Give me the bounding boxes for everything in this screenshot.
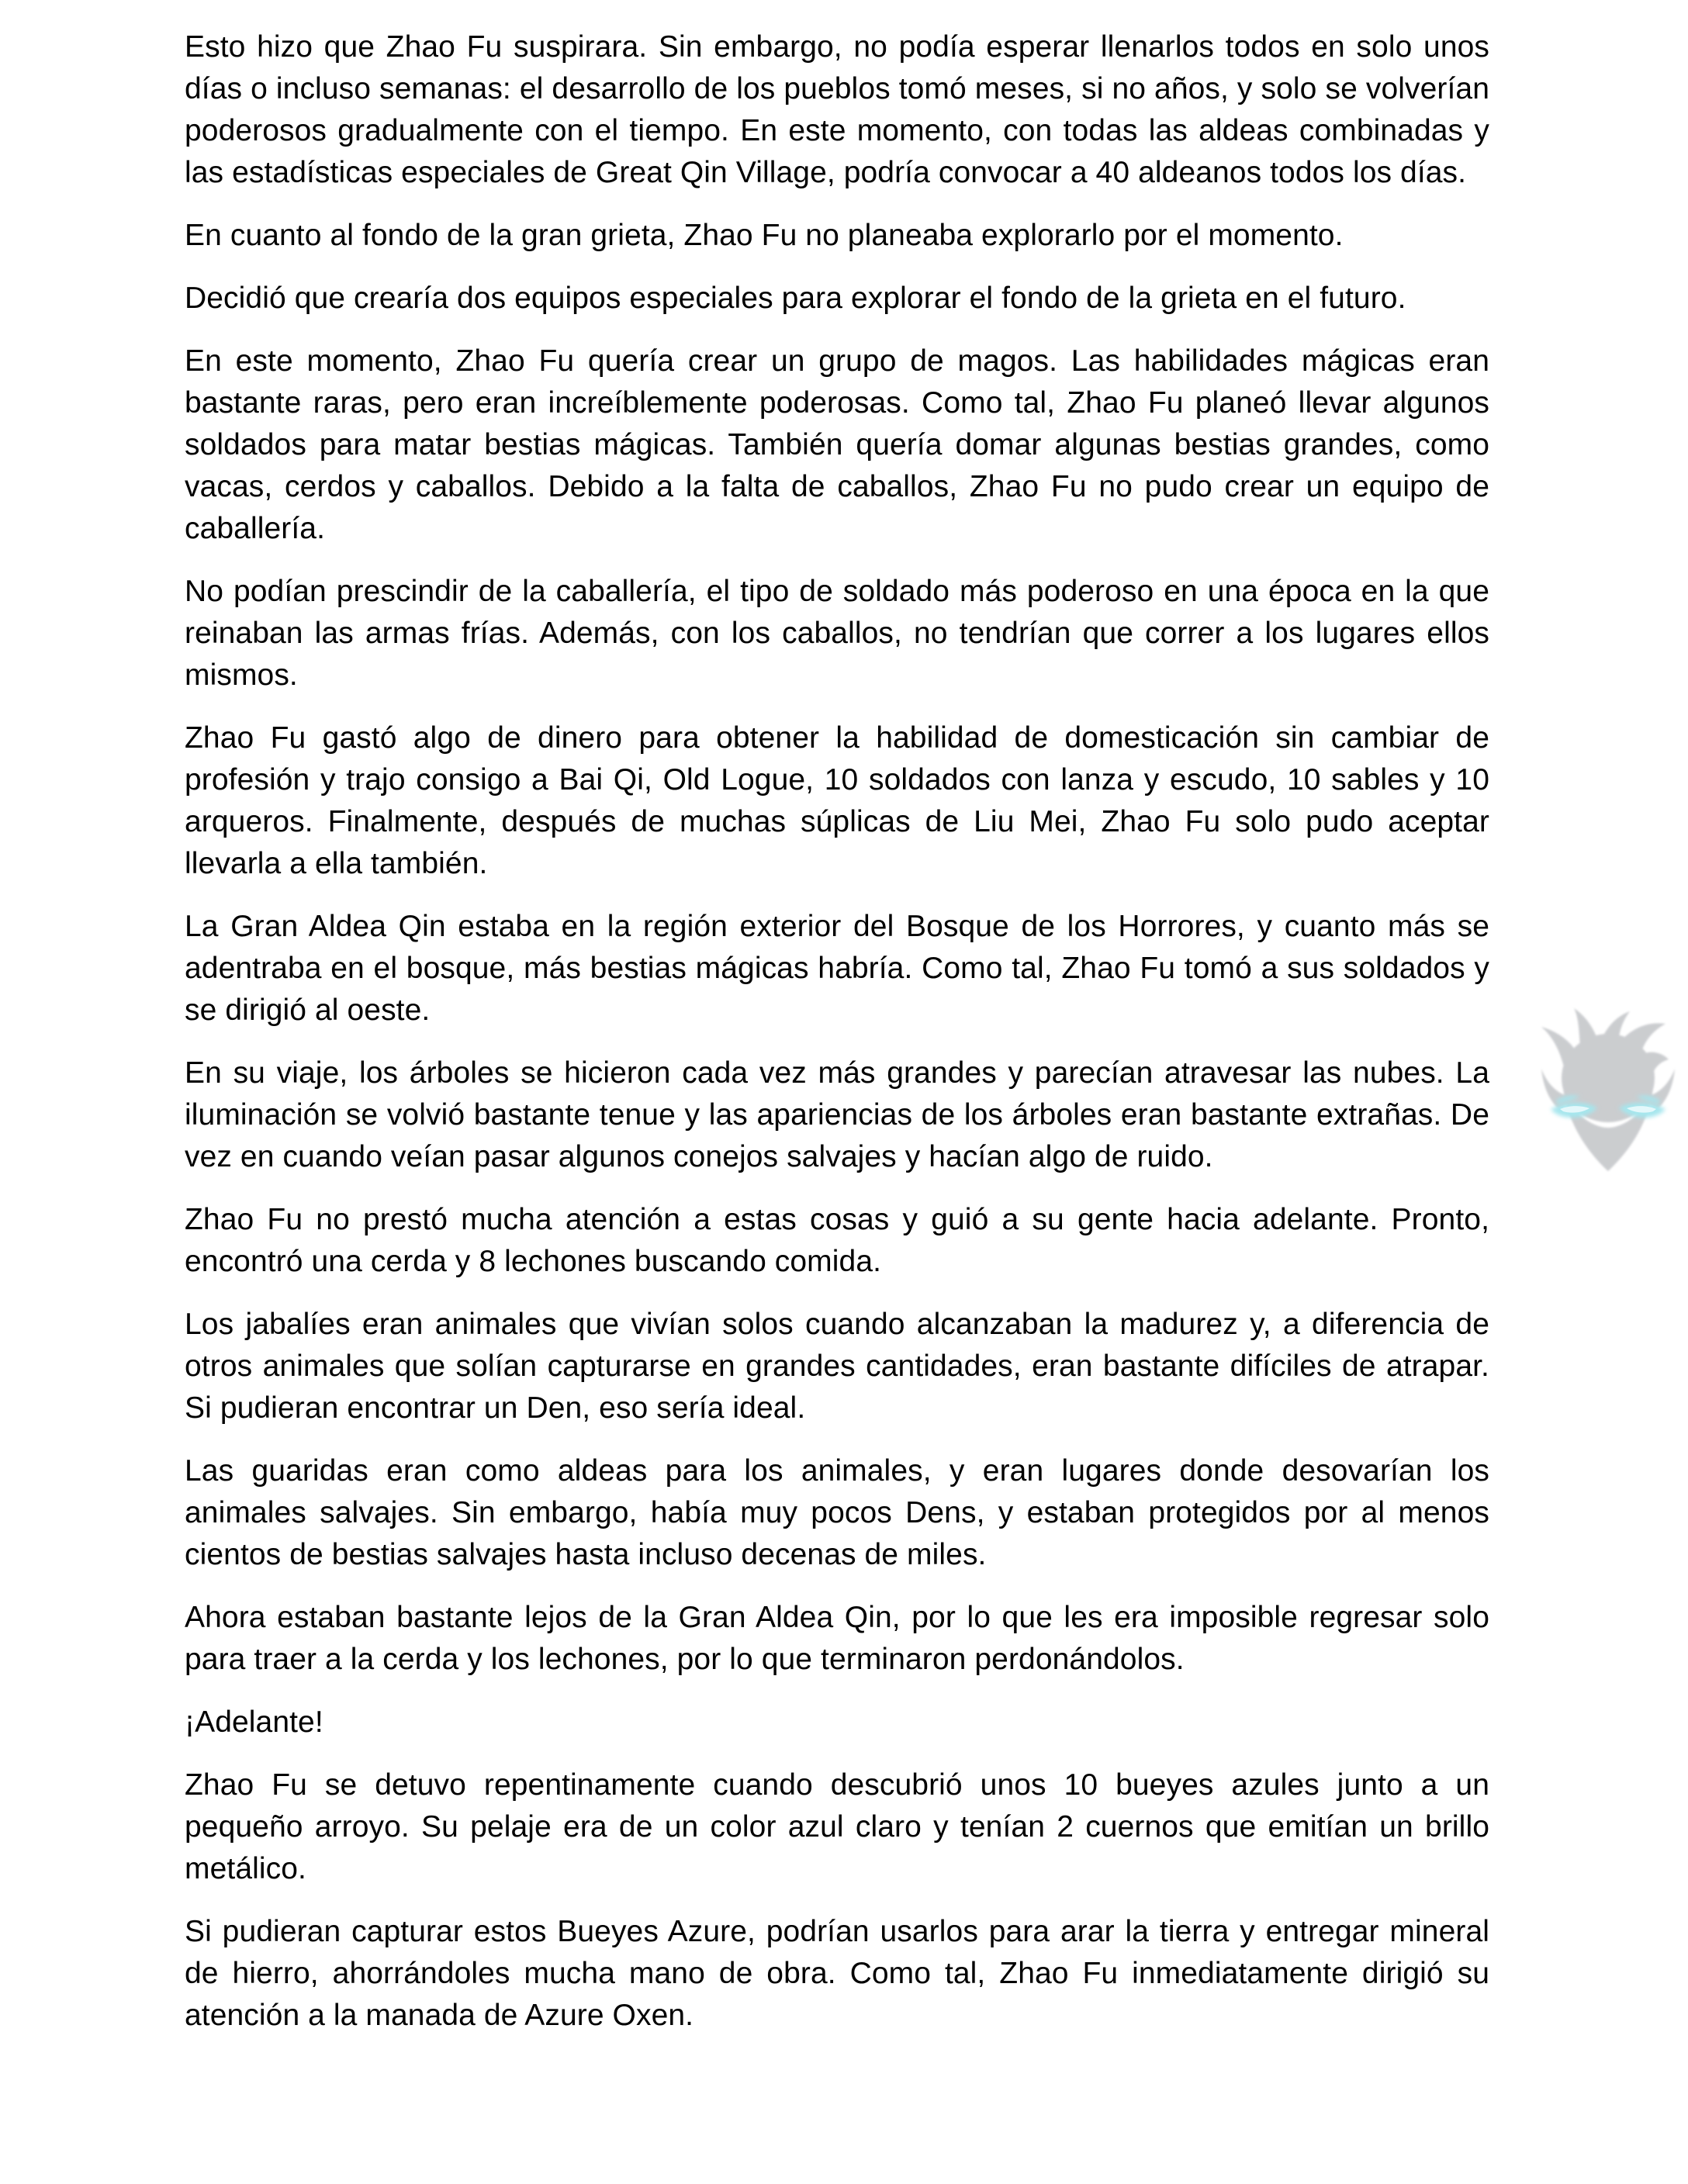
paragraph: Si pudieran capturar estos Bueyes Azure, podrían usarlos para arar la tierra y entregar mineral de hierro, ahorrándoles mucha mano de obra. Como tal, Zhao Fu inmediatamente dirigió su atención a la manada de Azure Oxen. (185, 1915, 1489, 2032)
demon-eye-right-core (1627, 1106, 1656, 1113)
demon-eye-left-core (1560, 1106, 1589, 1113)
demon-eye-left (1551, 1103, 1597, 1118)
paragraph: Zhao Fu se detuvo repentinamente cuando descubrió unos 10 bueyes azules junto a un pequeño arroyo. Su pelaje era de un color azul claro y tenían 2 cuernos que emitían un brillo metálico. (185, 1768, 1489, 1885)
demon-head-icon (1540, 1005, 1679, 1176)
paragraph: Las guaridas eran como aldeas para los animales, y eran lugares donde desovarían los animales salvajes. Sin embargo, había muy pocos Dens, y estaban protegidos por al menos cientos de bestias salvajes hasta incluso decenas de miles. (185, 1454, 1489, 1571)
demon-eyes-glow (1551, 1096, 1666, 1118)
paragraph: En su viaje, los árboles se hicieron cada vez más grandes y parecían atravesar las nubes. La iluminación se volvió bastante tenue y las apariencias de los árboles eran bastante extrañas. De vez en cuando veían pasar algunos conejos salvajes y hacían algo de ruido. (185, 1056, 1489, 1173)
demon-hair-left-spike (1541, 1027, 1580, 1073)
demon-horn-left (1541, 1069, 1568, 1109)
paragraph: Los jabalíes eran animales que vivían solos cuando alcanzaban la madurez y, a diferencia de otros animales que solían capturarse en grandes cantidades, eran bastante difíciles de atrapar. Si pudieran encontrar un Den, eso sería ideal. (185, 1308, 1489, 1425)
paragraph: Esto hizo que Zhao Fu suspirara. Sin embargo, no podía esperar llenarlos todos en solo unos días o incluso semanas: el desarrollo de los pueblos tomó meses, si no años, y solo se volverían poderosos gradualmente con el tiempo. En este momento, con todas las aldeas combinadas y las estadísticas especiales de Great Qin Village, podría convocar a 40 aldeanos todos los días. (185, 30, 1489, 189)
demon-jaw (1563, 1089, 1653, 1171)
paragraph: No podían prescindir de la caballería, el tipo de soldado más poderoso en una época en la que reinaban las armas frías. Además, con los caballos, no tendrían que correr a los lugares ellos mismos. (185, 575, 1489, 692)
demon-hair-tall-spike (1574, 1008, 1602, 1064)
paragraph: Decidió que crearía dos equipos especiales para explorar el fondo de la grieta en el futuro. (185, 282, 1406, 315)
paragraph: Zhao Fu no prestó mucha atención a estas cosas y guió a su gente hacia adelante. Pronto, encontró una cerda y 8 lechones buscando comida. (185, 1203, 1489, 1278)
paragraph: Ahora estaban bastante lejos de la Gran Aldea Qin, por lo que les era imposible regresar solo para traer a la cerda y los lechones, por lo que terminaron perdonándolos. (185, 1601, 1489, 1676)
demon-eye-left-flame (1555, 1096, 1580, 1104)
demon-hair-center-tuft (1597, 1011, 1630, 1052)
demon-eye-right-flame (1636, 1096, 1661, 1104)
demon-eye-right (1619, 1103, 1666, 1118)
paragraph: La Gran Aldea Qin estaba en la región exterior del Bosque de los Horrores, y cuanto más se adentraba en el bosque, más bestias mágicas habría. Como tal, Zhao Fu tomó a sus soldados y se dirigió al oeste. (185, 910, 1489, 1027)
paragraph: En cuanto al fondo de la gran grieta, Zhao Fu no planeaba explorarlo por el momento. (185, 219, 1344, 252)
demon-skull (1562, 1034, 1655, 1122)
chapter-text (185, 26, 1489, 2058)
demon-eyes-core (1560, 1106, 1656, 1113)
demon-hair-right-swoosh (1613, 1023, 1669, 1078)
paragraph: En este momento, Zhao Fu quería crear un grupo de magos. Las habilidades mágicas eran bastante raras, pero eran increíblemente poderosas. Como tal, Zhao Fu planeó llevar algunos soldados para matar bestias mágicas. También quería domar algunas bestias grandes, como vacas, cerdos y caballos. Debido a la falta de caballos, Zhao Fu no pudo crear un equipo de caballería. (185, 344, 1489, 545)
demon-head-watermark (1540, 1005, 1679, 1176)
demon-head-silhouette (1541, 1008, 1675, 1171)
paragraph: Zhao Fu gastó algo de dinero para obtener la habilidad de domesticación sin cambiar de profesión y trajo consigo a Bai Qi, Old Logue, 10 soldados con lanza y escudo, 10 sables y 10 arqueros. Finalmente, después de muchas súplicas de Liu Mei, Zhao Fu solo pudo aceptar llevarla a ella también. (185, 721, 1489, 880)
paragraph: ¡Adelante! (185, 1705, 323, 1739)
demon-horn-right (1648, 1069, 1675, 1109)
